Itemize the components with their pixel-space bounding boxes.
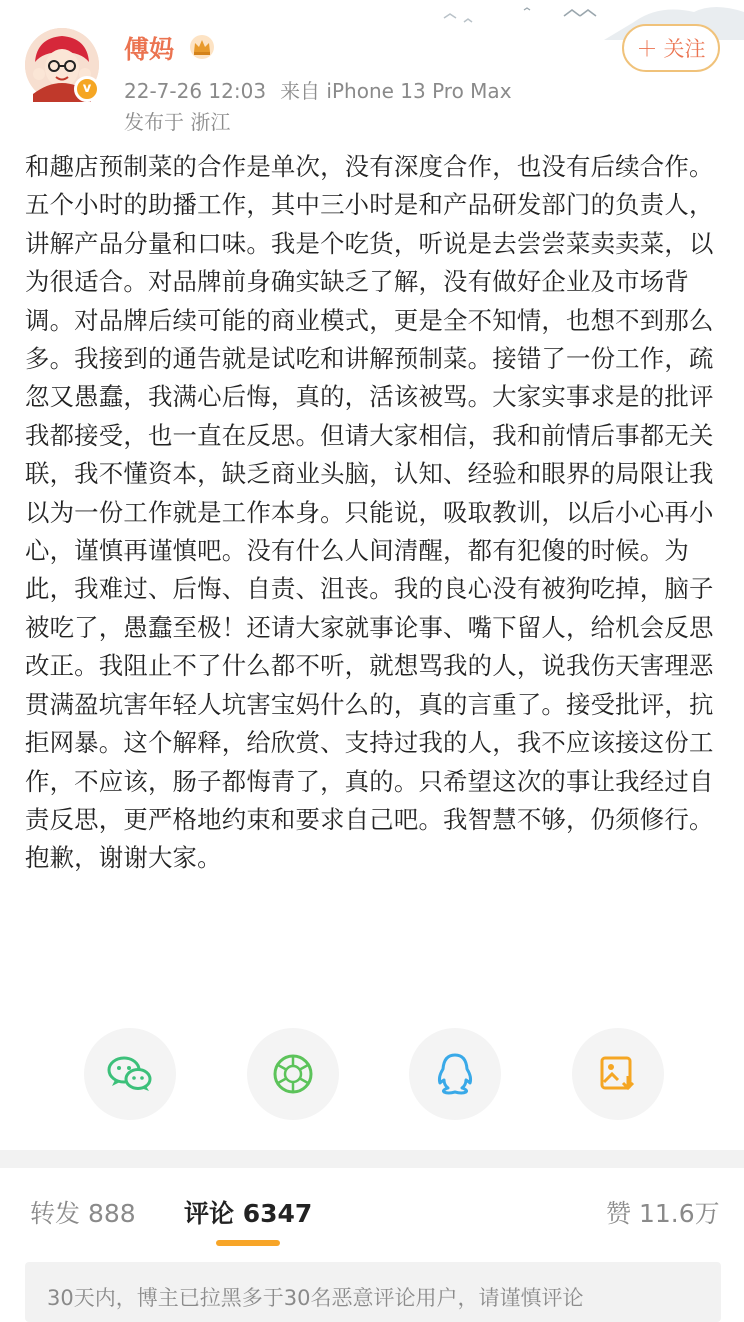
follow-button[interactable] xyxy=(622,24,720,72)
tab-comments[interactable] xyxy=(184,1194,312,1230)
tab-likes-count: 11.6万 xyxy=(638,1199,720,1228)
verified-badge-icon: v xyxy=(74,76,100,102)
qq-icon xyxy=(435,1052,475,1096)
share-wechat-button[interactable] xyxy=(84,1028,176,1120)
username[interactable]: 傅妈 xyxy=(124,35,175,64)
comment-notice: 30天内，博主已拉黑多于30名恶意评论用户，请谨慎评论 xyxy=(25,1262,721,1322)
moments-icon xyxy=(271,1052,315,1096)
follow-button-label: 关注 xyxy=(663,37,706,61)
post-text: 和趣店预制菜的合作是单次，没有深度合作，也没有后续合作。五个小时的助播工作，其中三小时是和产品研发部门的负责人，讲解产品分量和口味。我是个吃货，听说是去尝尝菜卖卖菜，以为很适合。对品牌前身确实缺乏了解，没有做好企业及市场背调。对品牌后续可能的商业模式，更是全不知情，也想不到那么多。我接到的通告就是试吃和讲解预制菜。接错了一份工作，疏忽又愚蠢，我满心后悔，真的，活该被骂。大家实事求是的批评我都接受，也一直在反思。但请大家相信，我和前情后事都无关联，我不懂资本，缺乏商业头脑，认知、经验和眼界的局限让我以为一份工作就是工作本身。只能说，吸取教训，以后小心再小心，谨慎再谨慎吧。没有什么人间清醒，都有犯傻的时候。为此，我难过、后悔、自责、沮丧。我的良心没有被狗吃掉，脑子被吃了，愚蠢至极！还请大家就事论事、嘴下留人，给机会反思改正。我阻止不了什么都不听，就想骂我的人，说我伤天害理恶贯满盈坑害年轻人坑害宝妈什么的，真的言重了。接受批评，抗拒网暴。这个解释，给欣赏、支持过我的人，我不应该接这份工作，不应该，肠子都悔青了，真的。只希望这次的事让我经过自责反思，更严格地约束和要求自己吧。我智慧不够，仍须修行。抱歉，谢谢大家。 xyxy=(25,152,714,873)
post-header xyxy=(0,0,744,140)
wechat-icon xyxy=(106,1054,154,1094)
tab-comments-label: 评论 xyxy=(184,1199,235,1228)
post-location: 发布于 浙江 xyxy=(124,110,231,134)
post-timestamp: 22-7-26 12:03 xyxy=(124,79,267,103)
share-qq-button[interactable] xyxy=(409,1028,501,1120)
tab-repost-label: 转发 xyxy=(30,1199,81,1228)
save-image-button[interactable] xyxy=(572,1028,664,1120)
plus-icon: ＋ xyxy=(636,37,658,61)
tab-repost-count: 888 xyxy=(87,1199,136,1228)
section-divider xyxy=(0,1150,744,1168)
post-meta xyxy=(124,75,526,104)
save-image-icon xyxy=(598,1054,638,1094)
tab-repost[interactable] xyxy=(30,1194,136,1230)
share-moments-button[interactable] xyxy=(247,1028,339,1120)
tab-likes-label: 赞 xyxy=(606,1199,632,1228)
post-tabs xyxy=(0,1168,744,1248)
share-row xyxy=(0,1028,744,1120)
crown-icon xyxy=(188,34,216,60)
active-tab-indicator xyxy=(216,1240,280,1246)
tab-comments-count: 6347 xyxy=(242,1199,313,1228)
tab-likes[interactable] xyxy=(606,1194,720,1230)
post-source: 来自 iPhone 13 Pro Max xyxy=(280,79,512,103)
